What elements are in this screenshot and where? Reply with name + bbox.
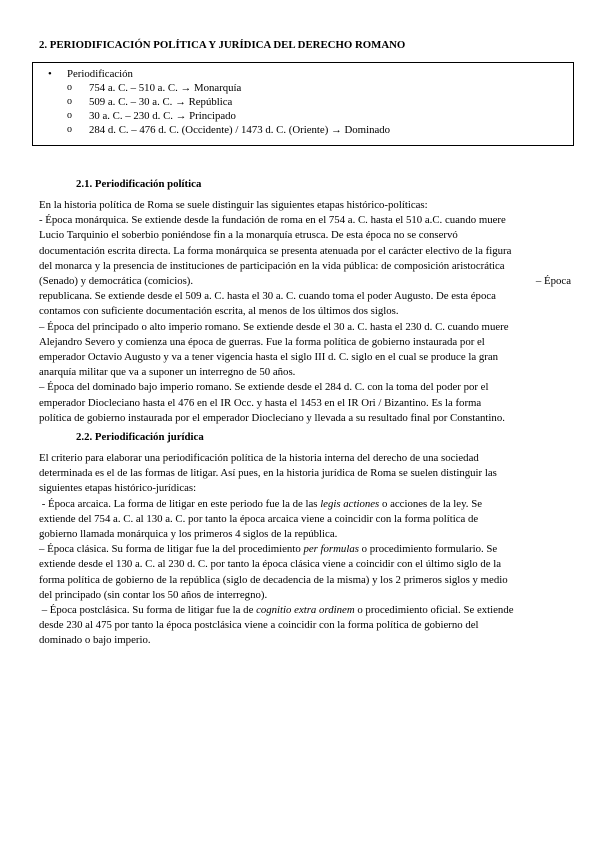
summary-item-dominado (47, 123, 569, 137)
subsection-heading-politica: 2.1. Periodificación política (76, 178, 202, 190)
body-line-split (39, 274, 571, 289)
subsection-heading-juridica: 2.2. Periodificación jurídica (76, 431, 204, 443)
body-line: desde 230 al 475 por tanto la época postclásica viene a coincidir con la forma política de gobierno del (39, 619, 479, 632)
sub-bullet-icon: o (67, 96, 72, 107)
sub-bullet-icon: o (67, 124, 72, 135)
body-line: Alejandro Severo y comienza una época de guerras. Fue la forma política de gobierno instaurada por el (39, 335, 485, 348)
sub-bullet-icon: o (67, 82, 72, 93)
body-line: del principado (sin contar los 50 años de interregno). (39, 588, 268, 601)
body-line-right: – Época (535, 275, 571, 288)
body-line: republicana. Se extiende desde el 509 a. C. hasta el 30 a. C. cuando toma el poder Augusto. De esta época (39, 290, 496, 303)
summary-item-text: 284 d. C. – 476 d. C. (Occidente) / 1473 d. C. (Oriente) → Dominado (89, 124, 391, 136)
summary-heading-item (47, 67, 569, 81)
body-line: El criterio para elaborar una periodificación política de la historia interna del derecho de una sociedad (39, 452, 479, 464)
body-line-left: (Senado) y democrática (comicios). (39, 275, 194, 288)
line-text: – Época clásica. Su forma de litigar fue la del procedimiento (39, 543, 304, 556)
summary-box (32, 62, 574, 146)
body-line: – Época del principado o alto imperio romano. Se extiende desde el 30 a. C. hasta el 230 d. C. cuando muere (39, 320, 509, 333)
body-line-arcaica (39, 497, 571, 512)
body-line: siguientes etapas histórico-jurídicas: (39, 482, 197, 495)
body-line: - Época monárquica. Se extiende desde la fundación de roma en el 754 a. C. hasta el 510 a.C. cuando muere (39, 214, 506, 227)
body-line: – Época del dominado bajo imperio romano. Se extiende desde el 284 d. C. con la toma del poder por el (39, 381, 489, 394)
body-line: emperador Octavio Augusto y va a tener vigencia hasta el siglo III d. C. siglo en el cual se produce la gran (39, 351, 499, 364)
summary-heading: Periodificación (67, 68, 133, 80)
body-line-postclasica (39, 603, 571, 618)
line-text: o procedimiento formulario. Se (358, 543, 498, 556)
line-text: o acciones de la ley. Se (379, 497, 482, 510)
summary-item-monarquia (47, 81, 569, 95)
summary-item-text: 754 a. C. – 510 a. C. → Monarquía (89, 82, 242, 94)
summary-item-principado (47, 109, 569, 123)
body-line: política de gobierno instaurada por el emperador Diocleciano y llevada a su resultado final por Constantino. (39, 411, 505, 424)
body-line-clasica (39, 542, 571, 557)
body-line: extiende del 754 a. C. al 130 a. C. por tanto la época arcaica viene a coincidir con la forma política de (39, 512, 479, 525)
sub-bullet-icon: o (67, 110, 72, 121)
body-line: dominado o bajo imperio. (39, 634, 151, 647)
body-line: gobierno llamada monárquica y los primeros 4 siglos de la república. (39, 528, 338, 541)
body-line: En la historia política de Roma se suele distinguir las siguientes etapas histórico-políticas: (39, 199, 428, 211)
body-line: determinada es el de las formas de litigar. Así pues, en la historia jurídica de Roma se suelen distinguir las (39, 467, 497, 480)
line-text: – Época postclásica. Su forma de litigar fue la de (39, 604, 257, 617)
latin-term-cognitio-extra-ordinem: cognitio extra ordinem (256, 604, 355, 617)
body-line: emperador Diocleciano hasta el 476 en el IR Occ. y hasta el 1453 en el IR Ori / Bizantino. Es la forma (39, 396, 482, 409)
body-line: documentación escrita directa. La forma monárquica se presenta atenuada por el carácter electivo de la figura (39, 244, 512, 257)
line-text: - Época arcaica. La forma de litigar en este periodo fue la de las (39, 497, 321, 510)
latin-term-per-formulas: per formulas (303, 543, 359, 556)
summary-item-text: 509 a. C. – 30 a. C. → República (89, 96, 233, 108)
summary-item-republica (47, 95, 569, 109)
bullet-icon: • (48, 68, 52, 80)
body-line: extiende desde el 130 a. C. al 230 d. C. por tanto la época clásica viene a coincidir con el último siglo de la (39, 558, 502, 571)
latin-term-legis-actiones: legis actiones (320, 497, 380, 510)
body-line: contamos con suficiente documentación escrita, al menos de los últimos dos siglos. (39, 305, 399, 318)
summary-item-text: 30 a. C. – 230 d. C. → Principado (89, 110, 236, 122)
body-line: forma política de gobierno de la república (siglo de decadencia de la misma) y los 2 primeros siglos y medio (39, 573, 508, 586)
line-text: o procedimiento oficial. Se extiende (354, 604, 514, 617)
body-line: Lucio Tarquinio el soberbio poniéndose fin a la monarquía etrusca. De esta época no se conservó (39, 229, 458, 242)
section-politica-body (39, 198, 571, 426)
body-line: anarquía militar que va a suponer un interregno de 50 años. (39, 366, 296, 379)
section-title: 2. PERIODIFICACIÓN POLÍTICA Y JURÍDICA DEL DERECHO ROMANO (39, 39, 406, 51)
section-juridica-body (39, 451, 571, 649)
body-line: del monarca y la presencia de instituciones de participación en la vida pública: de composición aristocrática (39, 259, 505, 272)
